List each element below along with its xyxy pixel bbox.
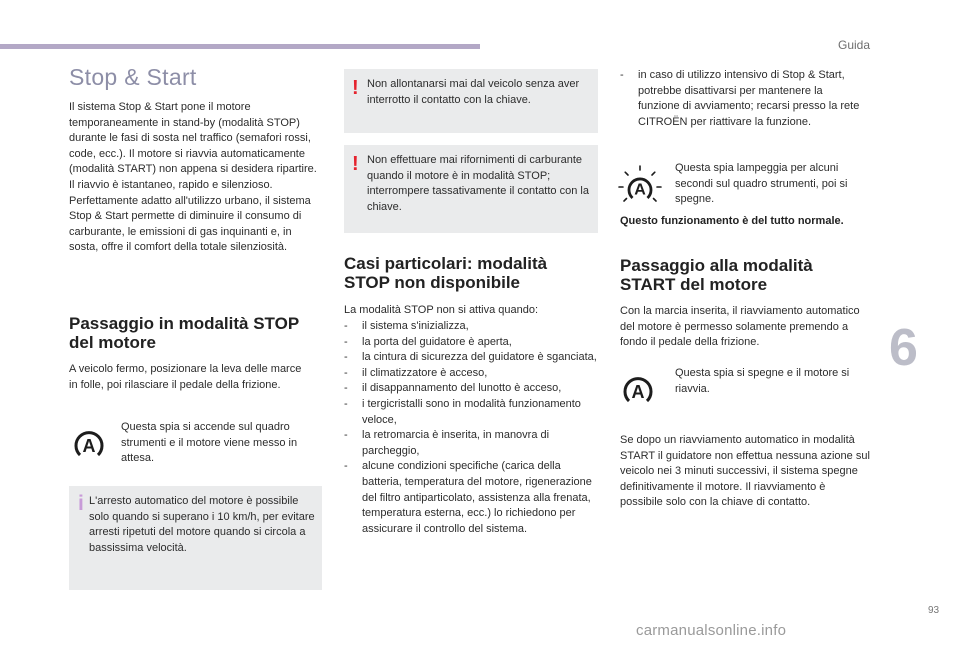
page-number: 93 — [928, 605, 940, 616]
warning-box-2 — [344, 145, 598, 233]
list-item: - alcune condizioni specifiche (carica della batteria, temperatura del motore, rigenerazione del filtro antiparticolato, assistenza alla frenata, temperatura esterna, ecc.) lo richiedono per assicurare il controllo del sistema. — [344, 460, 592, 535]
list-item: - il disappannamento del lunotto è acceso, — [344, 382, 562, 395]
list-item: - la retromarcia è inserita, in manovra di parcheggio, — [344, 429, 550, 457]
stop-start-lamp-icon — [71, 426, 107, 462]
info-box-text: L'arresto automatico del motore è possibile solo quando si superano i 10 km/h, per evitare arresti ripetuti del motore quando si circola a bassissima velocità. — [89, 495, 315, 554]
intro-paragraph: Il sistema Stop & Start pone il motore temporaneamente in stand-by (modalità STOP) durante le fasi di sosta nel traffico (semafori rossi, code, ecc.). Il motore si riavvia automaticamente (modalità START) non appena si desidera ripartire. Il riavvio è istantaneo, rapido e silenzioso. Perfettamente adatto all'utilizzo urbano, il sistema Stop & Start permette di diminuire il consumo di carburante, le emissioni di gas inquinanti e, in sosta, offre il comfort della totale silenziosità. — [69, 101, 317, 254]
flash-lamp-text: Questa spia lampeggia per alcuni secondi sul quadro strumenti, poi si spegne. — [675, 162, 848, 206]
list-item: - i tergicristalli sono in modalità funzionamento veloce, — [344, 397, 581, 426]
svg-text:A: A — [82, 436, 96, 456]
start-mode-text: Con la marcia inserita, il riavviamento automatico del motore è permesso solamente premendo a fondo il pedale della frizione. — [620, 305, 860, 349]
normal-note: Questo funzionamento è del tutto normale. — [620, 215, 844, 227]
warning-text-2: Non effettuare mai rifornimenti di carburante quando il motore è in modalità STOP; interrompere tassativamente il contatto con la chiave. — [367, 154, 589, 213]
top-accent-bar — [0, 44, 480, 49]
special-cases-list-continued — [620, 68, 866, 130]
stop-start-lamp-icon — [620, 372, 656, 408]
start-mode-final-text: Se dopo un riavviamento automatico in modalità START il guidatore non effettua nessuna azione sul veicolo nei 3 minuti successivi, il sistema spegne definitivamente il motore. Il riavviamento è possibile solo con la chiave di contatto. — [620, 434, 870, 509]
info-box — [69, 486, 322, 590]
watermark: carmanualsonline.info — [636, 622, 787, 639]
info-icon: i — [78, 492, 84, 515]
stop-start-lamp-flashing-icon — [618, 165, 662, 209]
page-title: Stop & Start — [69, 64, 197, 90]
special-cases-intro: La modalità STOP non si attiva quando: — [344, 304, 539, 316]
svg-text:A: A — [634, 181, 646, 199]
stop-mode-heading: Passaggio in modalità STOP del motore — [69, 314, 299, 352]
list-item: - la porta del guidatore è aperta, — [344, 335, 512, 348]
chapter-number: 6 — [889, 319, 918, 377]
warning-text-1: Non allontanarsi mai dal veicolo senza aver interrotto il contatto con la chiave. — [367, 78, 580, 106]
warning-icon: ! — [352, 77, 359, 99]
special-cases-list — [344, 319, 600, 537]
special-cases-heading: Casi particolari: modalità STOP non disponibile — [344, 254, 548, 292]
list-item: - il climatizzatore è acceso, — [344, 366, 488, 379]
list-item: - il sistema s'inizializza, — [344, 320, 469, 332]
stop-lamp-text: Questa spia si accende sul quadro strumenti e il motore viene messo in attesa. — [121, 421, 298, 465]
warning-icon: ! — [352, 153, 359, 175]
svg-text:A: A — [631, 382, 645, 402]
stop-mode-text: A veicolo fermo, posizionare la leva delle marce in folle, poi rilasciare il pedale della frizione. — [69, 363, 302, 391]
warning-box-1 — [344, 69, 598, 133]
list-item: - la cintura di sicurezza del guidatore è sganciata, — [344, 351, 597, 364]
list-item: - in caso di utilizzo intensivo di Stop & Start, potrebbe disattivarsi per mantenere la funzione di avviamento; recarsi presso la rete CITROËN per riattivare la funzione. — [620, 69, 860, 128]
start-lamp-text: Questa spia si spegne e il motore si riavvia. — [675, 367, 850, 395]
start-mode-heading: Passaggio alla modalità START del motore — [620, 256, 813, 294]
section-label: Guida — [838, 38, 871, 52]
